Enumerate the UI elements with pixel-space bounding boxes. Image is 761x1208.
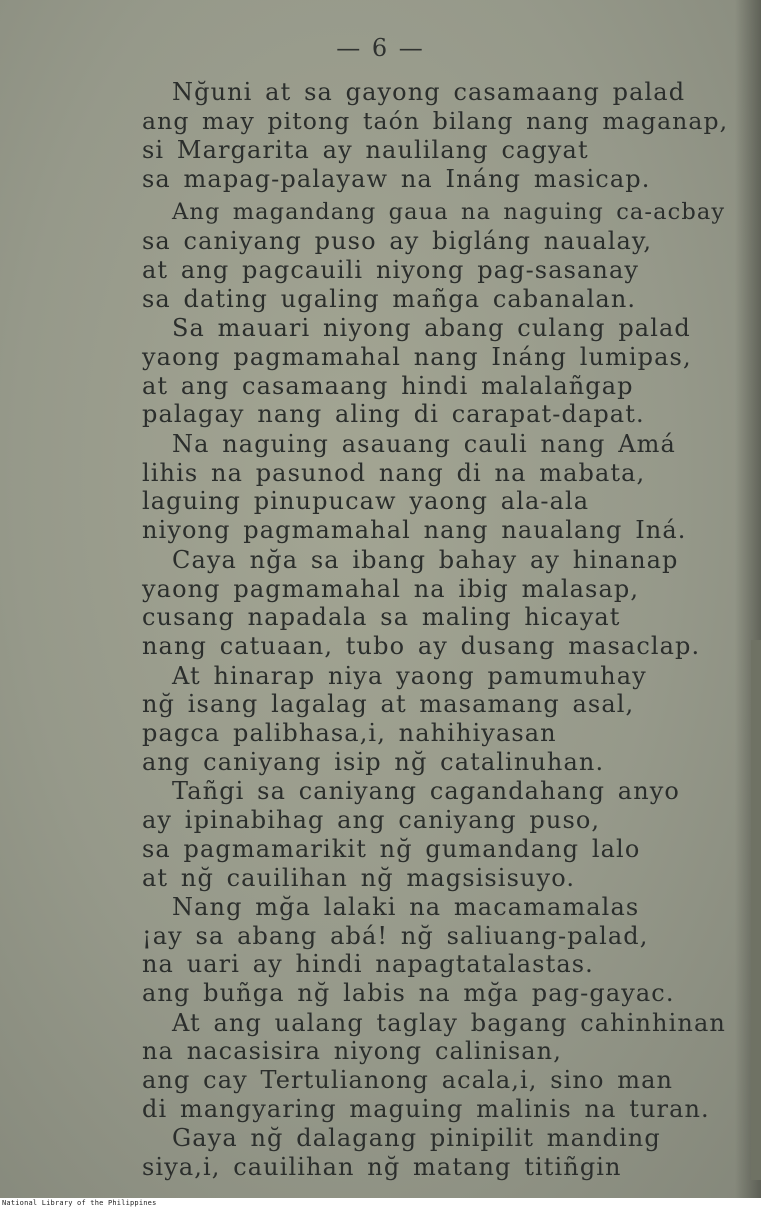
poem-line: Gaya nğ dalagang pinipilit manding bbox=[172, 1124, 661, 1152]
poem-line: sa dating ugaling mañga cabanalan. bbox=[142, 285, 637, 313]
poem-line: di mangyaring maguing malinis na turan. bbox=[142, 1095, 710, 1123]
poem-line: nang catuaan, tubo ay dusang masaclap. bbox=[142, 632, 701, 660]
poem-line: sa caniyang puso ay bigláng naualay, bbox=[142, 227, 653, 255]
poem-line: lihis na pasunod nang di na mabata, bbox=[142, 459, 646, 487]
poem-line: laguing pinupucaw yaong ala-ala bbox=[142, 487, 590, 515]
poem-line: at nğ cauilihan nğ magsisisuyo. bbox=[142, 864, 576, 892]
poem-line: ang buñga nğ labis na mğa pag-gayac. bbox=[142, 979, 675, 1007]
poem-line: ang may pitong taón bilang nang maganap, bbox=[142, 107, 729, 135]
poem-line: pagca palibhasa,i, nahihiyasan bbox=[142, 719, 557, 747]
poem-line: at ang casamaang hindi malalañgap bbox=[142, 372, 634, 400]
poem-line: At hinarap niya yaong pamumuhay bbox=[172, 662, 647, 690]
poem-line: Nang mğa lalaki na macamamalas bbox=[172, 893, 640, 921]
poem-line: Tañgi sa caniyang cagandahang anyo bbox=[172, 777, 680, 805]
poem-line: Sa mauari niyong abang culang palad bbox=[172, 314, 691, 342]
poem-line: ¡ay sa abang abá! nğ saliuang-palad, bbox=[142, 922, 649, 950]
poem-line: sa pagmamarikit nğ gumandang lalo bbox=[142, 835, 641, 863]
poem-line: sa mapag-palayaw na Ináng masicap. bbox=[142, 165, 651, 193]
poem-line: yaong pagmamahal na ibig malasap, bbox=[142, 575, 640, 603]
poem-line: Caya nğa sa ibang bahay ay hinanap bbox=[172, 546, 679, 574]
poem-line: niyong pagmamahal nang naualang Iná. bbox=[142, 516, 687, 544]
poem-line: ay ipinabihag ang caniyang puso, bbox=[142, 806, 601, 834]
poem-line: cusang napadala sa maling hicayat bbox=[142, 603, 621, 631]
poem-line: si Margarita ay naulilang cagyat bbox=[142, 136, 589, 164]
poem-line: At ang ualang taglay bagang cahinhinan bbox=[172, 1009, 726, 1037]
poem-line: Ang magandang gaua na naguing ca-acbay bbox=[172, 199, 726, 225]
poem-line: ang cay Tertulianong acala,i, sino man bbox=[142, 1066, 674, 1094]
poem-line: at ang pagcauili niyong pag-sasanay bbox=[142, 256, 640, 284]
page-number: — 6 — bbox=[336, 34, 425, 62]
poem-line: Nğuni at sa gayong casamaang palad bbox=[172, 78, 686, 106]
poem-line: siya,i, cauilihan nğ matang titiñgin bbox=[142, 1153, 622, 1181]
poem-line: na uari ay hindi napagtatalastas. bbox=[142, 950, 594, 978]
footer-credit: National Library of the Philippines bbox=[2, 1199, 157, 1207]
page-edge-strip bbox=[751, 640, 761, 1180]
poem-line: yaong pagmamahal nang Ináng lumipas, bbox=[142, 343, 692, 371]
poem-line: ang caniyang isip nğ catalinuhan. bbox=[142, 748, 605, 776]
poem-line: Na naguing asauang cauli nang Amá bbox=[172, 430, 676, 458]
poem-line: nğ isang lagalag at masamang asal, bbox=[142, 690, 635, 718]
poem-line: na nacasisira niyong calinisan, bbox=[142, 1037, 562, 1065]
poem-line: palagay nang aling di carapat-dapat. bbox=[142, 400, 645, 428]
